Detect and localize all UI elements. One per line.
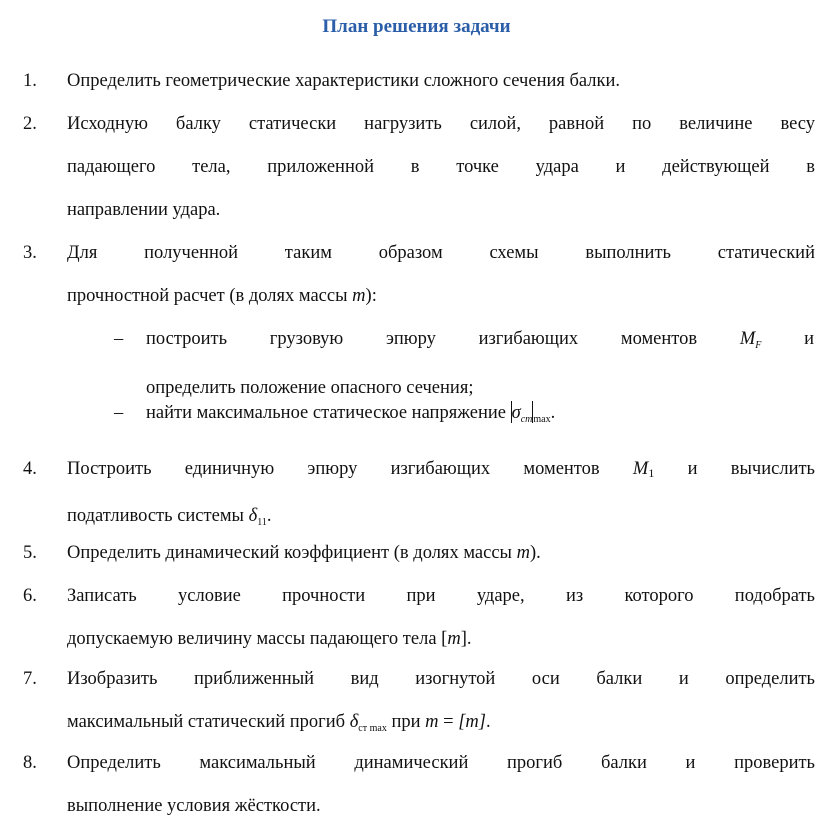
item-number: 4. [23,459,37,479]
sub-list-item [114,392,814,441]
item-text-line: максимальный статический прогиб $\delta_{ст max}$ при m = [m]. [67,712,491,734]
item-text-line: Определить максимальный динамический прогиб балки и проверить [67,753,815,773]
item-text-line: Исходную балку статически нагрузить силой, равной по величине весу [67,114,815,134]
dash-bullet: – [114,329,124,349]
dash-bullet: – [114,403,124,423]
item-text-line: податливость системы $\delta_{11}$. [67,506,272,528]
item-number: 2. [23,114,37,134]
sub-item-line: определить положение опасного сечения; [146,378,474,398]
item-text-line: прочностной расчет (в долях массы m): [67,286,377,306]
item-number: 3. [23,243,37,263]
list-item [23,60,815,103]
item-text-line: Изобразить приближенный вид изогнутой оси балки и определить [67,669,815,689]
item-number: 7. [23,669,37,689]
item-text-line: допускаемую величину массы падающего тела [m]. [67,629,472,649]
item-text-line: Построить единичную эпюру изгибающих моментов M1 и вычислить [67,459,815,480]
list-item [23,658,815,750]
item-text: Определить динамический коэффициент (в долях массы m). [67,543,541,563]
page-title: План решения задачи [322,16,511,37]
item-text-line: Записать условие прочности при ударе, из которого подобрать [67,586,815,606]
item-text: Определить геометрические характеристики сложного сечения балки. [67,71,621,91]
item-number: 6. [23,586,37,606]
list-item [23,575,815,661]
item-number: 5. [23,543,37,563]
item-text-line: Для полученной таким образом схемы выполнить статический [67,243,815,263]
item-text-line: выполнение условия жёсткости. [67,796,321,816]
item-number: 8. [23,753,37,773]
sub-item-line: построить грузовую эпюру изгибающих моментов $M_F$ и [146,329,814,351]
item-number: 1. [23,71,37,91]
list-item [23,448,815,544]
list-item [23,103,815,232]
item-text-line: направлении удара. [67,200,221,220]
item-text-line: падающего тела, приложенной в точке удара и действующей в [67,157,815,177]
sub-item-line: найти максимальное статическое напряжение $\sigma_{стmax}$. [146,403,556,425]
list-item [23,232,815,318]
list-item [23,532,815,575]
list-item [23,742,815,828]
